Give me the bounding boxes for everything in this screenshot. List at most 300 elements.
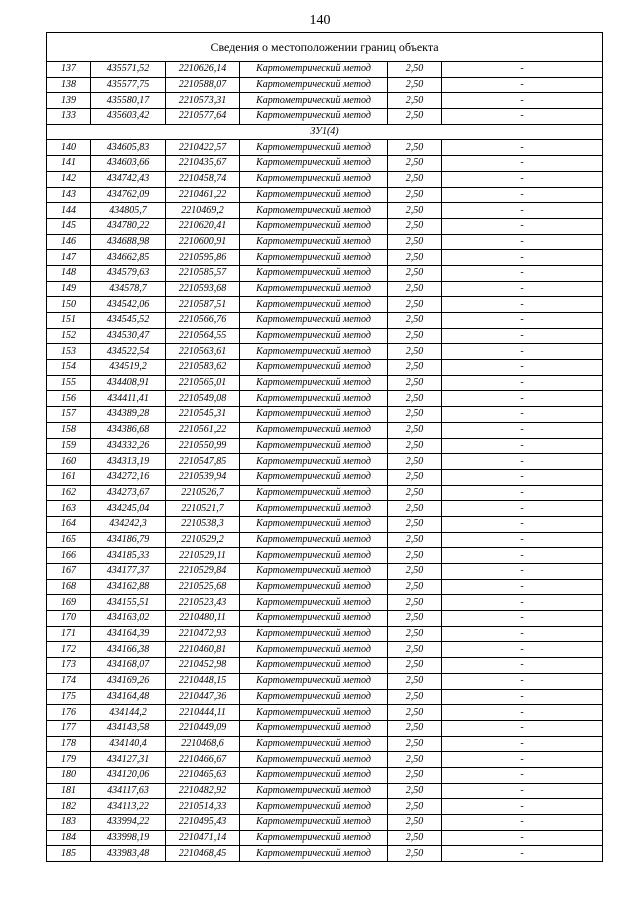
method-cell: Картометрический метод [240, 77, 388, 93]
coord-x: 434117,63 [91, 783, 166, 799]
point-number: 145 [47, 218, 91, 234]
table-row [47, 297, 603, 313]
table-row [47, 501, 603, 517]
point-number: 178 [47, 736, 91, 752]
method-cell: Картометрический метод [240, 564, 388, 580]
error-cell: 2,50 [388, 203, 442, 219]
table-row [47, 109, 603, 125]
note-cell: - [442, 501, 603, 517]
point-number: 172 [47, 642, 91, 658]
table-row [47, 579, 603, 595]
coord-x: 434805,7 [91, 203, 166, 219]
coord-x: 434245,04 [91, 501, 166, 517]
coord-y: 2210547,85 [166, 454, 240, 470]
point-number: 170 [47, 611, 91, 627]
coord-x: 434578,7 [91, 281, 166, 297]
error-cell: 2,50 [388, 815, 442, 831]
note-cell: - [442, 720, 603, 736]
note-cell: - [442, 218, 603, 234]
coord-x: 434162,88 [91, 579, 166, 595]
error-cell: 2,50 [388, 736, 442, 752]
coord-x: 434169,26 [91, 673, 166, 689]
error-cell: 2,50 [388, 720, 442, 736]
method-cell: Картометрический метод [240, 109, 388, 125]
table-row [47, 799, 603, 815]
error-cell: 2,50 [388, 658, 442, 674]
error-cell: 2,50 [388, 501, 442, 517]
point-number: 179 [47, 752, 91, 768]
coord-y: 2210593,68 [166, 281, 240, 297]
coord-y: 2210566,76 [166, 313, 240, 329]
error-cell: 2,50 [388, 564, 442, 580]
table-row [47, 422, 603, 438]
coord-y: 2210585,57 [166, 265, 240, 281]
table-row [47, 469, 603, 485]
note-cell: - [442, 830, 603, 846]
table-row [47, 281, 603, 297]
method-cell: Картометрический метод [240, 626, 388, 642]
coord-y: 2210525,68 [166, 579, 240, 595]
table-row [47, 234, 603, 250]
table-row [47, 360, 603, 376]
error-cell: 2,50 [388, 156, 442, 172]
method-cell: Картометрический метод [240, 516, 388, 532]
method-cell: Картометрический метод [240, 815, 388, 831]
point-number: 173 [47, 658, 91, 674]
coord-x: 434120,06 [91, 767, 166, 783]
point-number: 161 [47, 469, 91, 485]
note-cell: - [442, 611, 603, 627]
error-cell: 2,50 [388, 250, 442, 266]
point-number: 151 [47, 313, 91, 329]
point-number: 139 [47, 93, 91, 109]
coord-y: 2210444,11 [166, 705, 240, 721]
method-cell: Картометрический метод [240, 548, 388, 564]
method-cell: Картометрический метод [240, 830, 388, 846]
point-number: 153 [47, 344, 91, 360]
table-title: Сведения о местоположении границ объекта [47, 33, 603, 62]
point-number: 183 [47, 815, 91, 831]
point-number: 148 [47, 265, 91, 281]
method-cell: Картометрический метод [240, 752, 388, 768]
coord-x: 434186,79 [91, 532, 166, 548]
note-cell: - [442, 579, 603, 595]
error-cell: 2,50 [388, 689, 442, 705]
point-number: 149 [47, 281, 91, 297]
coord-x: 434163,02 [91, 611, 166, 627]
coord-y: 2210565,01 [166, 375, 240, 391]
table-row [47, 516, 603, 532]
table-body [47, 33, 603, 862]
error-cell: 2,50 [388, 93, 442, 109]
point-number: 144 [47, 203, 91, 219]
error-cell: 2,50 [388, 611, 442, 627]
note-cell: - [442, 485, 603, 501]
coord-x: 434603,66 [91, 156, 166, 172]
error-cell: 2,50 [388, 375, 442, 391]
coord-y: 2210452,98 [166, 658, 240, 674]
error-cell: 2,50 [388, 532, 442, 548]
point-number: 167 [47, 564, 91, 580]
point-number: 176 [47, 705, 91, 721]
point-number: 142 [47, 171, 91, 187]
coord-y: 2210523,43 [166, 595, 240, 611]
note-cell: - [442, 234, 603, 250]
coord-x: 434522,54 [91, 344, 166, 360]
error-cell: 2,50 [388, 799, 442, 815]
coord-y: 2210447,36 [166, 689, 240, 705]
coord-y: 2210587,51 [166, 297, 240, 313]
coord-y: 2210482,92 [166, 783, 240, 799]
note-cell: - [442, 564, 603, 580]
table-row [47, 673, 603, 689]
coord-x: 434542,06 [91, 297, 166, 313]
error-cell: 2,50 [388, 642, 442, 658]
method-cell: Картометрический метод [240, 720, 388, 736]
coord-x: 434780,22 [91, 218, 166, 234]
method-cell: Картометрический метод [240, 93, 388, 109]
coord-y: 2210529,2 [166, 532, 240, 548]
coord-y: 2210561,22 [166, 422, 240, 438]
method-cell: Картометрический метод [240, 673, 388, 689]
coord-x: 433994,22 [91, 815, 166, 831]
table-row [47, 642, 603, 658]
note-cell: - [442, 375, 603, 391]
coord-x: 435580,17 [91, 93, 166, 109]
point-number: 166 [47, 548, 91, 564]
coord-x: 434164,39 [91, 626, 166, 642]
note-cell: - [442, 767, 603, 783]
coord-x: 434605,83 [91, 140, 166, 156]
table-row [47, 62, 603, 78]
coord-y: 2210620,41 [166, 218, 240, 234]
coord-x: 435603,42 [91, 109, 166, 125]
note-cell: - [442, 469, 603, 485]
coord-x: 434408,91 [91, 375, 166, 391]
note-cell: - [442, 422, 603, 438]
method-cell: Картометрический метод [240, 187, 388, 203]
table-row [47, 532, 603, 548]
error-cell: 2,50 [388, 767, 442, 783]
method-cell: Картометрический метод [240, 532, 388, 548]
coord-x: 433983,48 [91, 846, 166, 862]
note-cell: - [442, 516, 603, 532]
error-cell: 2,50 [388, 548, 442, 564]
note-cell: - [442, 705, 603, 721]
error-cell: 2,50 [388, 297, 442, 313]
method-cell: Картометрический метод [240, 595, 388, 611]
method-cell: Картометрический метод [240, 783, 388, 799]
coord-x: 434332,26 [91, 438, 166, 454]
method-cell: Картометрический метод [240, 485, 388, 501]
error-cell: 2,50 [388, 171, 442, 187]
method-cell: Картометрический метод [240, 218, 388, 234]
point-number: 175 [47, 689, 91, 705]
table-row [47, 391, 603, 407]
note-cell: - [442, 752, 603, 768]
table-row [47, 265, 603, 281]
coord-y: 2210549,08 [166, 391, 240, 407]
coord-y: 2210600,91 [166, 234, 240, 250]
point-number: 147 [47, 250, 91, 266]
error-cell: 2,50 [388, 109, 442, 125]
table-row [47, 250, 603, 266]
table-row [47, 328, 603, 344]
coord-x: 434177,37 [91, 564, 166, 580]
method-cell: Картометрический метод [240, 846, 388, 862]
coord-y: 2210577,64 [166, 109, 240, 125]
point-number: 177 [47, 720, 91, 736]
method-cell: Картометрический метод [240, 705, 388, 721]
coord-y: 2210521,7 [166, 501, 240, 517]
point-number: 138 [47, 77, 91, 93]
coord-y: 2210573,31 [166, 93, 240, 109]
coord-x: 435571,52 [91, 62, 166, 78]
note-cell: - [442, 156, 603, 172]
note-cell: - [442, 642, 603, 658]
method-cell: Картометрический метод [240, 171, 388, 187]
note-cell: - [442, 281, 603, 297]
note-cell: - [442, 77, 603, 93]
coord-y: 2210626,14 [166, 62, 240, 78]
coord-y: 2210458,74 [166, 171, 240, 187]
method-cell: Картометрический метод [240, 344, 388, 360]
table-row [47, 689, 603, 705]
table-row [47, 815, 603, 831]
error-cell: 2,50 [388, 673, 442, 689]
point-number: 152 [47, 328, 91, 344]
coord-y: 2210435,67 [166, 156, 240, 172]
coord-y: 2210550,99 [166, 438, 240, 454]
table-row [47, 140, 603, 156]
point-number: 184 [47, 830, 91, 846]
point-number: 146 [47, 234, 91, 250]
coord-x: 434742,43 [91, 171, 166, 187]
coord-y: 2210538,3 [166, 516, 240, 532]
error-cell: 2,50 [388, 579, 442, 595]
point-number: 133 [47, 109, 91, 125]
note-cell: - [442, 407, 603, 423]
coord-y: 2210461,22 [166, 187, 240, 203]
coord-x: 434143,58 [91, 720, 166, 736]
table-row [47, 658, 603, 674]
error-cell: 2,50 [388, 422, 442, 438]
error-cell: 2,50 [388, 391, 442, 407]
coord-x: 435577,75 [91, 77, 166, 93]
point-number: 169 [47, 595, 91, 611]
note-cell: - [442, 548, 603, 564]
note-cell: - [442, 265, 603, 281]
table-row [47, 626, 603, 642]
error-cell: 2,50 [388, 62, 442, 78]
error-cell: 2,50 [388, 454, 442, 470]
coord-y: 2210514,33 [166, 799, 240, 815]
coord-y: 2210448,15 [166, 673, 240, 689]
method-cell: Картометрический метод [240, 250, 388, 266]
table-row [47, 485, 603, 501]
table-row [47, 187, 603, 203]
error-cell: 2,50 [388, 485, 442, 501]
coord-y: 2210468,6 [166, 736, 240, 752]
coord-y: 2210465,63 [166, 767, 240, 783]
coord-y: 2210526,7 [166, 485, 240, 501]
coord-y: 2210588,07 [166, 77, 240, 93]
method-cell: Картометрический метод [240, 360, 388, 376]
table-row [47, 375, 603, 391]
note-cell: - [442, 344, 603, 360]
table-title-row [47, 33, 603, 62]
table-row [47, 611, 603, 627]
note-cell: - [442, 360, 603, 376]
coord-x: 434662,85 [91, 250, 166, 266]
point-number: 158 [47, 422, 91, 438]
section-row [47, 124, 603, 140]
point-number: 143 [47, 187, 91, 203]
coord-x: 434762,09 [91, 187, 166, 203]
method-cell: Картометрический метод [240, 297, 388, 313]
point-number: 182 [47, 799, 91, 815]
table-row [47, 313, 603, 329]
coord-x: 434411,41 [91, 391, 166, 407]
note-cell: - [442, 140, 603, 156]
coord-x: 434168,07 [91, 658, 166, 674]
error-cell: 2,50 [388, 516, 442, 532]
point-number: 156 [47, 391, 91, 407]
error-cell: 2,50 [388, 187, 442, 203]
point-number: 180 [47, 767, 91, 783]
method-cell: Картометрический метод [240, 689, 388, 705]
method-cell: Картометрический метод [240, 658, 388, 674]
note-cell: - [442, 454, 603, 470]
note-cell: - [442, 171, 603, 187]
note-cell: - [442, 815, 603, 831]
coord-y: 2210545,31 [166, 407, 240, 423]
note-cell: - [442, 595, 603, 611]
note-cell: - [442, 328, 603, 344]
method-cell: Картометрический метод [240, 767, 388, 783]
point-number: 164 [47, 516, 91, 532]
coord-x: 434155,51 [91, 595, 166, 611]
section-label: ЗУ1(4) [47, 124, 603, 140]
coord-x: 434519,2 [91, 360, 166, 376]
note-cell: - [442, 783, 603, 799]
coord-y: 2210449,09 [166, 720, 240, 736]
method-cell: Картометрический метод [240, 62, 388, 78]
method-cell: Картометрический метод [240, 579, 388, 595]
error-cell: 2,50 [388, 469, 442, 485]
coord-y: 2210529,84 [166, 564, 240, 580]
coord-x: 434545,52 [91, 313, 166, 329]
point-number: 137 [47, 62, 91, 78]
table-row [47, 344, 603, 360]
point-number: 171 [47, 626, 91, 642]
error-cell: 2,50 [388, 313, 442, 329]
note-cell: - [442, 736, 603, 752]
note-cell: - [442, 846, 603, 862]
error-cell: 2,50 [388, 360, 442, 376]
table-row [47, 218, 603, 234]
point-number: 162 [47, 485, 91, 501]
method-cell: Картометрический метод [240, 313, 388, 329]
error-cell: 2,50 [388, 752, 442, 768]
coord-y: 2210466,67 [166, 752, 240, 768]
table-row [47, 454, 603, 470]
method-cell: Картометрический метод [240, 611, 388, 627]
error-cell: 2,50 [388, 595, 442, 611]
table-row [47, 705, 603, 721]
method-cell: Картометрический метод [240, 328, 388, 344]
method-cell: Картометрический метод [240, 642, 388, 658]
error-cell: 2,50 [388, 281, 442, 297]
coord-y: 2210422,57 [166, 140, 240, 156]
method-cell: Картометрический метод [240, 799, 388, 815]
error-cell: 2,50 [388, 344, 442, 360]
error-cell: 2,50 [388, 830, 442, 846]
error-cell: 2,50 [388, 705, 442, 721]
error-cell: 2,50 [388, 783, 442, 799]
table-row [47, 548, 603, 564]
method-cell: Картометрический метод [240, 281, 388, 297]
method-cell: Картометрический метод [240, 454, 388, 470]
coord-y: 2210471,14 [166, 830, 240, 846]
coord-y: 2210564,55 [166, 328, 240, 344]
table-row [47, 752, 603, 768]
coord-y: 2210595,86 [166, 250, 240, 266]
coord-x: 434386,68 [91, 422, 166, 438]
point-number: 185 [47, 846, 91, 862]
table-row [47, 767, 603, 783]
table-row [47, 407, 603, 423]
table-row [47, 720, 603, 736]
note-cell: - [442, 109, 603, 125]
coord-x: 434313,19 [91, 454, 166, 470]
error-cell: 2,50 [388, 140, 442, 156]
note-cell: - [442, 391, 603, 407]
point-number: 159 [47, 438, 91, 454]
note-cell: - [442, 250, 603, 266]
note-cell: - [442, 689, 603, 705]
coord-y: 2210472,93 [166, 626, 240, 642]
method-cell: Картометрический метод [240, 407, 388, 423]
coord-x: 434166,38 [91, 642, 166, 658]
coord-y: 2210583,62 [166, 360, 240, 376]
error-cell: 2,50 [388, 234, 442, 250]
note-cell: - [442, 799, 603, 815]
method-cell: Картометрический метод [240, 438, 388, 454]
note-cell: - [442, 93, 603, 109]
coord-x: 434273,67 [91, 485, 166, 501]
method-cell: Картометрический метод [240, 265, 388, 281]
table-row [47, 830, 603, 846]
coord-x: 434113,22 [91, 799, 166, 815]
table-row [47, 736, 603, 752]
error-cell: 2,50 [388, 846, 442, 862]
coord-x: 434530,47 [91, 328, 166, 344]
note-cell: - [442, 297, 603, 313]
error-cell: 2,50 [388, 438, 442, 454]
table-row [47, 203, 603, 219]
error-cell: 2,50 [388, 328, 442, 344]
method-cell: Картометрический метод [240, 501, 388, 517]
note-cell: - [442, 438, 603, 454]
error-cell: 2,50 [388, 626, 442, 642]
coord-x: 433998,19 [91, 830, 166, 846]
table-row [47, 846, 603, 862]
coord-y: 2210460,81 [166, 642, 240, 658]
note-cell: - [442, 532, 603, 548]
note-cell: - [442, 313, 603, 329]
table-row [47, 77, 603, 93]
